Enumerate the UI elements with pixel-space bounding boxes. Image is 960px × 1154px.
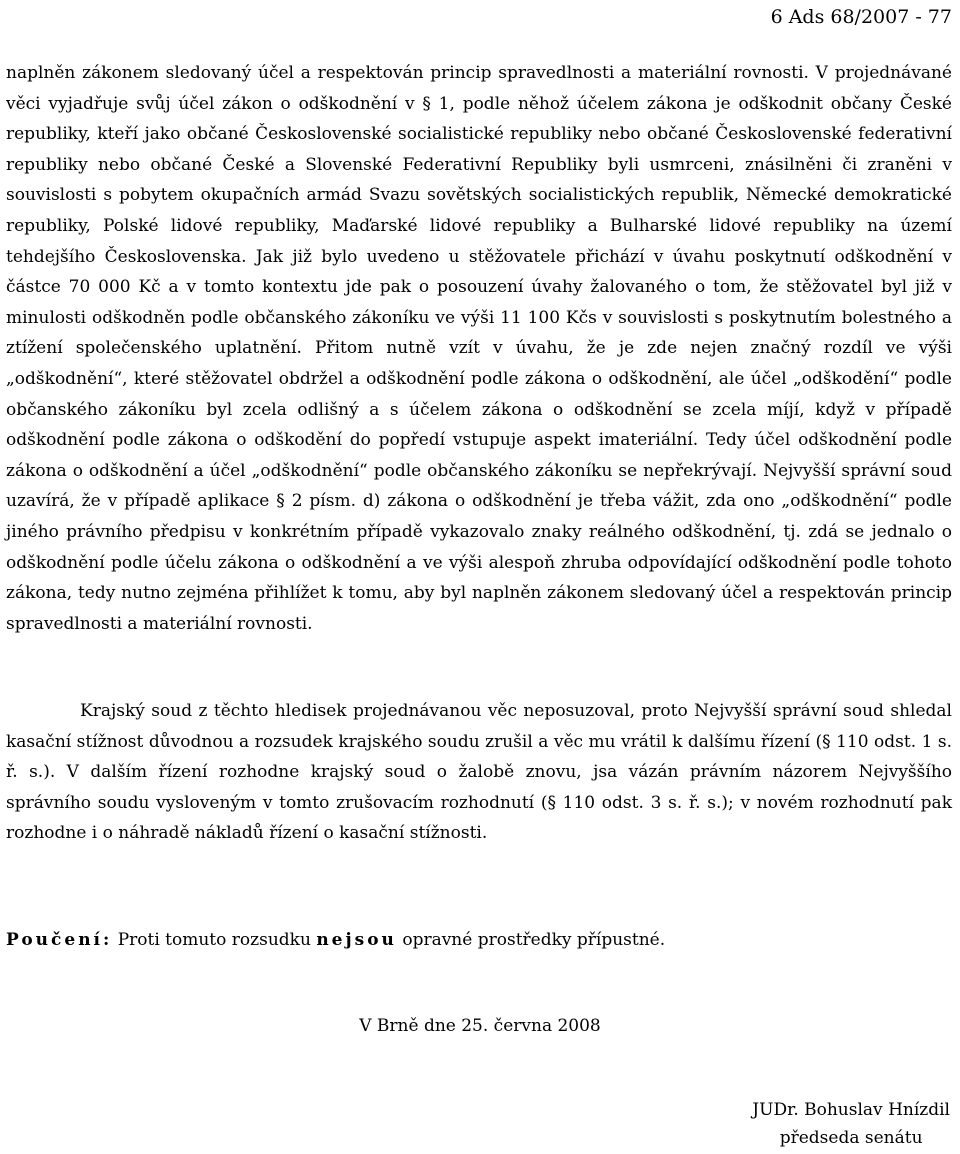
place-date: V Brně dne 25. června 2008 bbox=[359, 1016, 601, 1036]
notice-label: Poučení: bbox=[6, 930, 113, 950]
notice-text-after: opravné prostředky přípustné. bbox=[402, 930, 666, 950]
notice bbox=[6, 926, 952, 954]
signature-title: předseda senátu bbox=[779, 1128, 923, 1148]
notice-text-before: Proti tomuto rozsudku bbox=[117, 930, 311, 950]
page-reference: 6 Ads 68/2007 - 77 bbox=[770, 6, 952, 28]
paragraph-second: Krajský soud z těchto hledisek projednávanou věc neposuzoval, proto Nejvyšší správní soud shledal kasační stížnost důvodnou a rozsudek krajského soudu zrušil a věc mu vrátil k dalšímu řízení (§ 110 odst. 1 s. ř. s.). V dalším řízení rozhodne krajský soud o žalobě znovu, jsa vázán právním názorem Nejvyššího správního soudu vysloveným v tomto zrušovacím rozhodnutí (§ 110 odst. 3 s. ř. s.); v novém rozhodnutí pak rozhodne i o náhradě nákladů řízení o kasační stížnosti. bbox=[6, 701, 952, 844]
paragraph-main: naplněn zákonem sledovaný účel a respektován princip spravedlnosti a materiální rovnosti. V projednávané věci vyjadřuje svůj účel zákon o odškodnění v § 1, podle něhož účelem zákona je odškodnit občany České republiky, kteří jako občané Československé socialistické republiky nebo občané Československé federativní republiky nebo občané České a Slovenské Federativní Republiky byli usmrceni, znásilněni či zraněni v souvislosti s pobytem okupačních armád Svazu sovětských socialistických republik, Německé demokratické republiky, Polské lidové republiky, Maďarské lidové republiky a Bulharské lidové republiky na území tehdejšího Československa. Jak již bylo uvedeno u stěžovatele přichází v úvahu poskytnutí odškodnění v částce 70 000 Kč a v tomto kontextu jde pak o posouzení úvahy žalovaného o tom, že stěžovatel byl již v minulosti odškodněn podle občanského zákoníku ve výši 11 100 Kčs v souvislosti s poskytnutím bolestného a ztížení společenského uplatnění. Přitom nutně vzít v úvahu, že je zde nejen značný rozdíl ve výši „odškodnění“, které stěžovatel obdržel a odškodnění podle zákona o odškodnění, ale účel „odškodění“ podle občanského zákoníku byl zcela odlišný a s účelem zákona o odškodnění se zcela míjí, když v případě odškodnění podle zákona o odškodění do popředí vstupuje aspekt imateriální. Tedy účel odškodnění podle zákona o odškodnění a účel „odškodnění“ podle občanského zákoníku se nepřekrývají. Nejvyšší správní soud uzavírá, že v případě aplikace § 2 písm. d) zákona o odškodnění je třeba vážit, zda ono „odškodnění“ podle jiného právního předpisu v konkrétním případě vykazovalo znaky reálného odškodnění, tj. zdá se jednalo o odškodnění podle účelu zákona o odškodnění a ve výši alespoň zhruba odpovídající odškodnění podle tohoto zákona, tedy nutno zejména přihlížet k tomu, aby byl naplněn zákonem sledovaný účel a respektován princip spravedlnosti a materiální rovnosti. bbox=[6, 63, 952, 634]
signature-block bbox=[752, 1096, 950, 1152]
notice-emphasis: nejsou bbox=[316, 930, 397, 950]
signature-name: JUDr. Bohuslav Hnízdil bbox=[752, 1100, 950, 1120]
